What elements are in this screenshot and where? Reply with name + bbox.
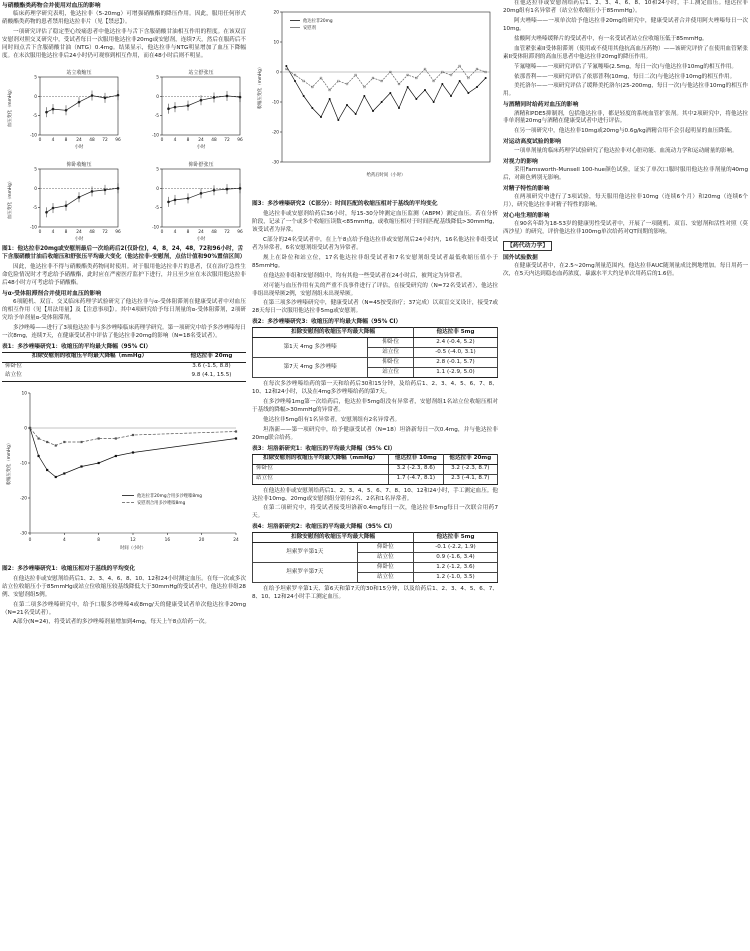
table-cell: 2.4 (-0.4, 5.2) bbox=[413, 338, 497, 348]
y-axis-label: 血压变化（mmHg） bbox=[8, 178, 13, 219]
column-middle bbox=[252, 0, 498, 951]
x-tick-label: 20 bbox=[198, 537, 205, 543]
paragraph: 对可能与血压作用有关的严重不良事件进行了评估，在接受研究的（N=72名受试者），他达拉非组出现晕厥2例，安慰剂组未出现晕厥。 bbox=[252, 282, 498, 297]
table-cell: 站立位 bbox=[357, 553, 413, 563]
table-row bbox=[253, 563, 498, 573]
table-cell: 坦索罗辛第1天 bbox=[253, 543, 358, 563]
y-tick-label: 5 bbox=[156, 75, 159, 81]
x-tick-label: 48 bbox=[211, 229, 217, 235]
paragraph: 6项随机、双盲、交叉临床药理学试验研究了他达拉非与α-受体阻滞剂在健康受试者中对血压的相互作用（见【用法用量】及【注意事项】）。其中4项研究给予每日剂量的α-受体阻滞剂，2项研究给予单剂量α-受体阻滞剂。 bbox=[2, 299, 246, 321]
figure-3-caption: 图3：多沙唑嗪研究2（C部分）：时间匹配的收缩压相对于基线的平均变化 bbox=[252, 201, 438, 207]
table-cell: 1.2 (-1.2, 3.6) bbox=[413, 563, 497, 573]
paragraph: 在另一项研究中，他达拉非10mg或20mg与0.6g/kg酒精合用不会引起明显的血压降低。 bbox=[514, 128, 736, 135]
y-tick-label: 10 bbox=[273, 40, 279, 46]
x-tick-label: 48 bbox=[89, 229, 95, 235]
table-cell: 仰卧位 bbox=[357, 563, 413, 573]
y-tick-label: 0 bbox=[24, 426, 27, 432]
series-line bbox=[47, 188, 119, 212]
legend-label: 他达拉非20mg bbox=[303, 19, 333, 24]
table-cell: 1.1 (-2.9, 5.0) bbox=[413, 368, 497, 378]
table-cell: 9.8 (4.1, 15.5) bbox=[177, 372, 246, 381]
x-tick-label: 24 bbox=[198, 229, 204, 235]
table-header-cell: 他达拉非 5mg bbox=[413, 533, 497, 543]
x-tick-label: 24 bbox=[198, 137, 204, 143]
table-header-cell: 扣除安慰剂的收缩压平均最大降幅 bbox=[253, 533, 414, 543]
y-tick-label: -20 bbox=[271, 130, 279, 136]
paragraph: 在健康受试者中，在2.5~20mg剂量范围内，他达拉非AUC随剂量成比例地增加。每日用药一次，在5天内达到稳态血药浓度，暴露水平大约是单次用药后的1.6倍。 bbox=[503, 263, 748, 278]
table-cell: 仰卧位 bbox=[357, 543, 413, 553]
x-tick-label: 8 bbox=[64, 229, 68, 235]
y-tick-label: -5 bbox=[32, 114, 37, 120]
table-header-cell: 扣除安慰剂的收缩压平均最大降幅（mmHg） bbox=[253, 454, 389, 464]
table-header-cell: 扣除安慰剂的收缩压平均最大降幅 bbox=[253, 328, 414, 338]
legend-label: 安慰剂 bbox=[303, 26, 316, 31]
section-heading: 与酒精同时给药对血压的影响 bbox=[503, 102, 579, 109]
table-row bbox=[253, 474, 498, 484]
y-axis-label: 血压变化（mmHg） bbox=[8, 86, 13, 127]
table-1-caption: 表1：多沙唑嗪研究1：收缩压的平均最大降幅（95% CI） bbox=[2, 343, 152, 350]
table-row bbox=[2, 362, 246, 371]
table-cell: 仰卧位 bbox=[5, 363, 22, 370]
paragraph: 在第二项多沙唑嗪研究中，给予口服多沙唑嗪4或8mg/天的健康受试者单次他达拉非20mg（N=21名受试者）。 bbox=[2, 601, 246, 616]
y-axis-label: 收缩压变化（mmHg） bbox=[7, 440, 12, 485]
y-tick-label: -10 bbox=[19, 461, 27, 467]
legend-label: 他达拉非20mg合用多沙唑嗪8mg bbox=[137, 493, 202, 499]
x-tick-label: 24 bbox=[76, 229, 82, 235]
y-tick-label: 0 bbox=[156, 186, 159, 192]
paragraph: 在每次多沙唑嗪给药的第一天和给药后30和15分钟，及给药后1、2、3、4、5、6、7、8、10、12和24小时，以及在4mg多沙唑嗪给药的第7天。 bbox=[252, 381, 498, 396]
x-tick-label: 4 bbox=[51, 137, 55, 143]
x-tick-label: 12 bbox=[130, 537, 136, 543]
y-tick-label: 0 bbox=[156, 94, 159, 100]
table-2-caption: 表2：多沙唑嗪研究3：收缩压的平均最大降幅（95% CI） bbox=[252, 319, 402, 326]
y-tick-label: -10 bbox=[29, 133, 37, 139]
x-axis-label: 小时 bbox=[74, 144, 84, 150]
x-axis-label: 小时 bbox=[196, 144, 206, 150]
table-cell: 站立位 bbox=[368, 368, 414, 378]
table-cell: 仰卧位 bbox=[368, 358, 414, 368]
x-tick-label: 24 bbox=[76, 137, 82, 143]
x-tick-label: 72 bbox=[224, 229, 230, 235]
y-tick-label: 20 bbox=[273, 10, 279, 16]
table-cell: 3.2 (-2.3, 8.7) bbox=[443, 464, 497, 474]
y-tick-label: -5 bbox=[32, 206, 37, 212]
paragraph: 一项研究评估了稳定型心绞痛患者中他达拉非与舌下含服硝酸甘油相互作用的程度。在该双盲安慰剂对照交叉研究中，受试者每日一次服用他达拉非20mg或安慰剂，连续7天，然后在服药后不同时间点舌下含服硝酸甘油（NTG）0.4mg。结果显示，他达拉非与NTG明显增加了血压下降幅度。在末次服用他达拉非后24小时仍可观察到相互作用，而在48小时后则不明显。 bbox=[2, 29, 246, 59]
table-cell: -0.1 (-2.2, 1.9) bbox=[413, 543, 497, 553]
series-line bbox=[169, 188, 241, 202]
paragraph: 采用Farnsworth-Munsell 100-hue颜色试验，证实了单次口服时服用他达拉非剂量的40mg后，对颜色辨别无影响。 bbox=[503, 166, 748, 181]
table-2 bbox=[252, 327, 498, 378]
x-tick-label: 96 bbox=[237, 137, 243, 143]
x-tick-label: 72 bbox=[102, 137, 108, 143]
x-tick-label: 0 bbox=[28, 537, 32, 543]
y-tick-label: -10 bbox=[151, 225, 159, 231]
paragraph: 在他达拉非或安慰剂给药后1、2、3、4、6、8、10、12和24小时测定血压。在每一次或多次站立位收缩压小于85mmHg或站立位收缩压较基线降低大于30mmHg的受试者中，他达拉非组28例、安慰剂组5例。 bbox=[2, 575, 246, 598]
y-tick-label: -10 bbox=[271, 100, 279, 106]
y-tick-label: -30 bbox=[271, 160, 279, 166]
y-tick-label: -20 bbox=[19, 496, 27, 502]
table-cell: 站立位 bbox=[368, 348, 414, 358]
table-header-cell: 他达拉非 20mg bbox=[177, 352, 246, 362]
paragraph: 在第三项多沙唑嗪研究中，健康受试者（N=45按受治疗；37完成）以双盲交叉设计，接受7或28天每日一次服用他达拉非5mg或安慰剂。 bbox=[252, 300, 498, 315]
table-cell: 0.9 (-1.6, 3.4) bbox=[413, 553, 497, 563]
table-cell: 仰卧位 bbox=[368, 338, 414, 348]
paragraph: 依那普利——一项研究评估了依那普利(10mg，每日二次)与他达拉非10mg的相互作用。 bbox=[514, 73, 736, 80]
section-heading: 对精子特性的影响 bbox=[503, 185, 550, 192]
x-tick-label: 8 bbox=[186, 137, 190, 143]
y-tick-label: 5 bbox=[34, 167, 37, 173]
paragraph: 在90名年龄为18-53岁的健康男性受试者中，开展了一项随机、双盲、安慰剂和活性对照（莫西沙星）的研究，评价他达拉非100mg单次给药对QT间期的影响。 bbox=[503, 220, 748, 235]
y-tick-label: 5 bbox=[34, 75, 37, 81]
table-4-caption: 表4：坦洛新研究2：收缩压的平均最大降幅（95% CI） bbox=[252, 524, 396, 531]
series-line bbox=[47, 95, 119, 112]
x-tick-label: 24 bbox=[233, 537, 239, 543]
series-line bbox=[169, 96, 241, 109]
paragraph: 在他达拉非组和安慰剂组中，均有其他一些受试者在24小时后，被判定为异常者。 bbox=[263, 272, 466, 279]
table-cell: 坦索罗辛第7天 bbox=[253, 563, 358, 583]
x-tick-label: 48 bbox=[211, 137, 217, 143]
panel-title: 仰卧舒张压 bbox=[188, 161, 214, 168]
paragraph: 在他达拉非或安慰剂给药后1、2、3、4、6、8、10和24小时，手工测定血压。他达拉非20mg组有1名异常者（站立位收缩压小于85mmHg）。 bbox=[503, 0, 748, 14]
section-heading: 对心电生理的影响 bbox=[503, 212, 550, 219]
y-tick-label: -10 bbox=[151, 133, 159, 139]
figure-3-chart bbox=[252, 2, 498, 198]
table-cell: 3.2 (-2.3, 8.6) bbox=[389, 464, 443, 474]
paragraph: 阿夫唑嗪——一项单次给予他达拉非20mg的研究中，健康受试者合并使用阿夫唑嗪每日一次10mg。 bbox=[503, 17, 748, 32]
section-heading: 国外试验数据 bbox=[503, 255, 538, 262]
paragraph: 他达拉非5mg组有1名异常者，安慰剂组有2名异常者。 bbox=[263, 416, 401, 423]
table-cell: 仰卧位 bbox=[253, 464, 389, 474]
table-cell: 站立位 bbox=[2, 372, 177, 381]
y-tick-label: -10 bbox=[29, 225, 37, 231]
section-heading: 对视力的影响 bbox=[503, 158, 538, 165]
table-cell: 3.6 (-1.5, 8.8) bbox=[192, 363, 231, 370]
paragraph: 他达拉非或安慰剂给药后36小时，每15-30分钟测定血压监测（ABPM）测定血压。若在分析阶段，记录了一个或多个收缩压读数<85mmHg，或收缩压相对于时间匹配基线降低>30mmHg，该受试者为异常。 bbox=[252, 211, 498, 233]
table-header-cell: 他达拉非 5mg bbox=[413, 328, 497, 338]
legend-label: 安慰剂合用多沙唑嗪8mg bbox=[137, 500, 186, 506]
x-tick-label: 8 bbox=[97, 537, 101, 543]
paragraph: 美托洛尔——一项研究评估了缓释美托洛尔(25-200mg，每日一次)与他达拉非10mg的相互作用。 bbox=[503, 83, 748, 98]
table-cell: 1.2 (-1.0, 3.5) bbox=[413, 573, 497, 583]
table-header-cell: 他达拉非 20mg bbox=[443, 454, 497, 464]
y-tick-label: 10 bbox=[21, 391, 27, 397]
table-header-cell: 他达拉非 10mg bbox=[389, 454, 443, 464]
x-tick-label: 96 bbox=[237, 229, 243, 235]
x-axis-label: 小时 bbox=[74, 236, 84, 242]
y-tick-label: 0 bbox=[276, 70, 279, 76]
section-box-heading: 【药代动力学】 bbox=[503, 241, 552, 251]
x-tick-label: 4 bbox=[173, 229, 177, 235]
x-tick-label: 8 bbox=[186, 229, 190, 235]
x-tick-label: 96 bbox=[115, 137, 121, 143]
y-tick-label: -5 bbox=[154, 206, 159, 212]
panel-title: 仰卧收缩压 bbox=[66, 161, 92, 168]
section-heading: 与α-受体阻滞剂合并使用对血压的影响 bbox=[2, 290, 102, 297]
x-tick-label: 4 bbox=[51, 229, 55, 235]
paragraph: 一项单剂量的临床药理学试验研究了他达拉非对心脏功能、血流动力学和运动耐量的影响。 bbox=[514, 147, 738, 154]
paragraph: 盐酸阿夫唑嗪缓释片的受试者中，有一名受试者站立位收缩压低于85mmHg。 bbox=[514, 35, 708, 42]
paragraph: 苄氟噻嗪——一项研究评估了苄氟噻嗪(2.5mg，每日一次)与他达拉非10mg的相互作用。 bbox=[514, 63, 737, 70]
x-tick-label: 16 bbox=[164, 537, 171, 543]
column-left bbox=[2, 0, 246, 951]
paragraph: 在两项研究中进行了3项试验，每天服用他达拉非10mg（连续6个月）和20mg（连续6个月），研究他达拉非对精子特性的影响。 bbox=[503, 193, 748, 208]
table-header-cell: 扣除安慰剂的收缩压平均最大降幅（mmHg） bbox=[2, 352, 177, 362]
y-tick-label: 0 bbox=[34, 94, 37, 100]
table-3-caption: 表3：坦洛新研究1：收缩压的平均最大降幅（95% CI） bbox=[252, 445, 396, 452]
table-row bbox=[2, 372, 246, 381]
table-cell: 站立位 bbox=[253, 474, 389, 484]
table-cell: 1.7 (-4.7, 8.1) bbox=[389, 474, 443, 484]
y-tick-label: -5 bbox=[154, 114, 159, 120]
paragraph: A部分(N=24)，将受试者的多沙唑嗪剂量增加到4mg，每天上午8点给药一次。 bbox=[13, 619, 210, 626]
paragraph: 在给予坦索罗辛第1天、第6天和第7天的30和15分钟，以及给药后1、2、3、4、5、6、7、8、10、12和24小时手工测定血压。 bbox=[252, 586, 498, 601]
table-cell: 站立位 bbox=[357, 573, 413, 583]
table-cell: -0.5 (-4.0, 3.1) bbox=[413, 348, 497, 358]
x-tick-label: 4 bbox=[173, 137, 177, 143]
figure-2-caption: 图2：多沙唑嗪研究1：收缩压相对于基线的平均变化 bbox=[2, 565, 136, 572]
table-row bbox=[253, 543, 498, 553]
paragraph: C部分的24名受试者中，在上午8点给予他达拉非或安慰剂后24小时内，16名他达拉非组受试者为异常者，6名安慰剂组受试者为异常者。 bbox=[252, 236, 498, 251]
section-heading: 对运动高度试验的影响 bbox=[503, 139, 561, 146]
table-cell: 第7天 4mg 多沙唑嗪 bbox=[253, 358, 368, 378]
x-tick-label: 96 bbox=[115, 229, 121, 235]
series-line bbox=[286, 66, 485, 120]
table-1 bbox=[2, 352, 246, 382]
series-line bbox=[286, 66, 485, 90]
section-heading: 与硝酸酯类药物合并使用对血压的影响 bbox=[2, 3, 101, 9]
table-cell: 第1天 4mg 多沙唑嗪 bbox=[253, 338, 368, 358]
table-row bbox=[253, 338, 498, 348]
panel-title: 站立收缩压 bbox=[66, 69, 92, 76]
x-tick-label: 72 bbox=[102, 229, 108, 235]
figure-1-caption: 图1：他达拉非20mg或安慰剂最后一次给药后2(仅卧位)，4，8，24，48，72和96小时，舌下含服硝酸甘油后收缩压和舒张压平均最大变化（他达拉非-安慰剂，点估计值和90%置信区间） bbox=[2, 245, 246, 260]
plot-frame bbox=[162, 77, 240, 135]
paragraph: 因此，他达拉非不得与硝酸酯类药物同时使用。对于服用他达拉非片的患者，仅在治疗急性生命危险情况时才考虑给予硝酸酯，此时应在严密医疗监护下进行，并且至少应在末次服用他达拉非后48小时方可考虑给予硝酸酯。 bbox=[2, 264, 246, 286]
paragraph: 坦洛新——第一项研究中，给予健康受试者（N=18）坦洛新每日一次0.4mg，并与他达拉非20mg联合给药。 bbox=[252, 426, 498, 441]
x-tick-label: 0 bbox=[38, 229, 42, 235]
column-right bbox=[503, 0, 748, 951]
x-axis-label: 时间（小时） bbox=[120, 545, 146, 551]
x-tick-label: 8 bbox=[64, 137, 68, 143]
y-tick-label: 0 bbox=[34, 186, 37, 192]
table-row bbox=[253, 358, 498, 368]
figure-1-chart bbox=[2, 63, 246, 243]
x-tick-label: 0 bbox=[160, 137, 164, 143]
x-axis-label: 小时 bbox=[196, 236, 206, 242]
x-tick-label: 0 bbox=[160, 229, 164, 235]
paragraph: 规上在卧位和站立位，17名他达拉非组受试者和7名安慰剂组受试者最低收缩压值小于85mmHg。 bbox=[252, 254, 498, 269]
table-cell: 2.3 (-4.1, 8.7) bbox=[443, 474, 497, 484]
paragraph: 在第二项研究中，将受试者接受坦洛新0.4mg每日一次，他达拉非5mg每日一次联合用药7天。 bbox=[252, 505, 498, 520]
table-cell: 2.8 (-0.1, 5.7) bbox=[413, 358, 497, 368]
paragraph: 临床药理学研究表明，他达拉非（5-20mg）可增强硝酸酯的降压作用。因此，服用任何形式硝酸酯类药物的患者禁用他达拉非片（见【禁忌】）。 bbox=[2, 11, 246, 26]
x-axis-label: 给药后时间（小时） bbox=[366, 173, 406, 178]
paragraph: 在多沙唑嗪1mg第一次给药后，他达拉非5mg组没有异常者，安慰剂组1名站立位收缩压相对于基线的降幅>30mmHg的异常者。 bbox=[252, 399, 498, 413]
x-tick-label: 48 bbox=[89, 137, 95, 143]
paragraph: 酒精和PDE5抑制剂，包括他达拉非，都是轻度的系统血管扩张剂。其中2项研究中，将他达拉非单剂量20mg与酒精在健康受试者中进行评估。 bbox=[503, 110, 748, 125]
y-tick-label: -30 bbox=[19, 531, 27, 537]
panel-title: 站立舒张压 bbox=[188, 69, 214, 76]
x-tick-label: 0 bbox=[38, 137, 42, 143]
x-tick-label: 4 bbox=[62, 537, 66, 543]
paragraph: 多沙唑嗪——进行了3项他达拉非与多沙唑嗪临床药理学研究。第一项研究中给予多沙唑嗪每日一次8mg，连续7天，在健康受试者中评估了他达拉非20mg的影响（N=18名受试者）。 bbox=[2, 324, 246, 339]
figure-2-chart bbox=[2, 385, 246, 563]
table-4 bbox=[252, 532, 498, 583]
paragraph: 血管紧张素II受体阻滞剂（使用或不使用其他抗高血压药物）——该研究评价了在使用血管紧张素II受体阻滞剂的高血压患者中他达拉非20mg的降压作用。 bbox=[503, 45, 748, 60]
paragraph: 在他达拉非或安慰剂给药后1、2、3、4、5、6、7、8、10、12和24小时，手工测定血压。他达拉非10mg、20mg或安慰剂组分别有2名、2名和1名异常者。 bbox=[252, 487, 498, 502]
y-axis-label: 收缩压变化（mmHg） bbox=[258, 64, 263, 110]
table-row bbox=[253, 464, 498, 474]
table-3 bbox=[252, 454, 498, 485]
y-tick-label: 5 bbox=[156, 167, 159, 173]
x-tick-label: 72 bbox=[224, 137, 230, 143]
